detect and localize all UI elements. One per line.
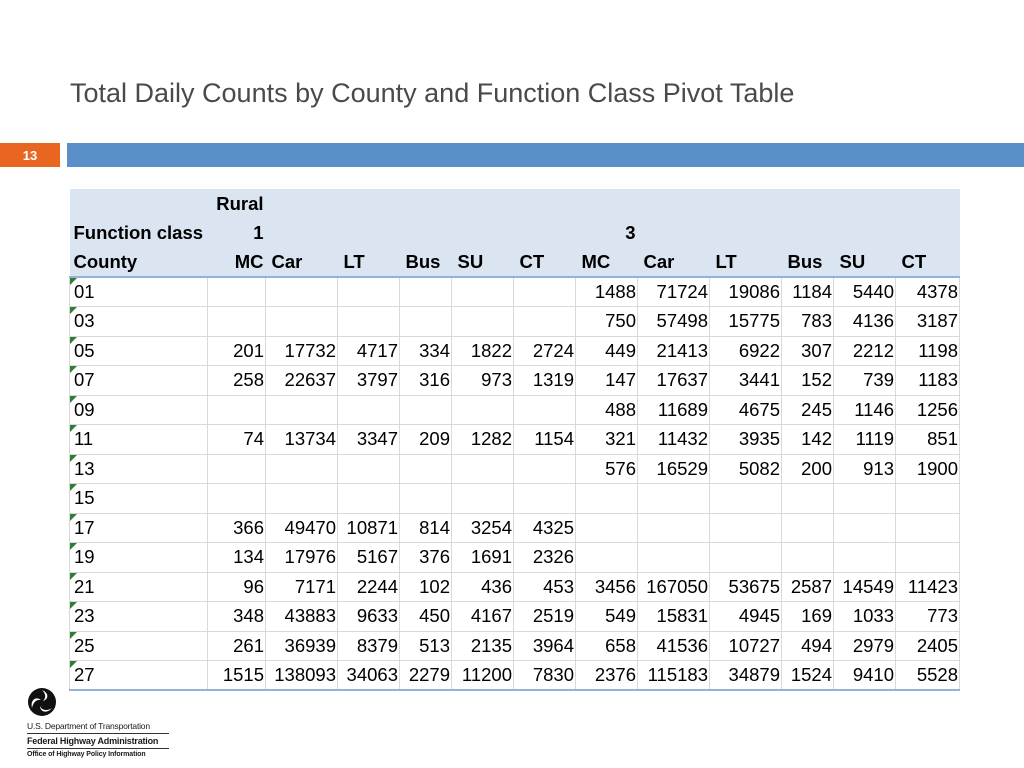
pivot-table	[69, 189, 960, 691]
count-cell: 739	[834, 366, 896, 396]
count-cell	[452, 454, 514, 484]
count-cell: 3935	[710, 425, 782, 455]
count-cell: 5528	[896, 661, 960, 691]
count-cell: 14549	[834, 572, 896, 602]
count-cell: 3456	[576, 572, 638, 602]
count-cell: 1282	[452, 425, 514, 455]
count-cell	[338, 307, 400, 337]
count-cell: 169	[782, 602, 834, 632]
count-cell	[452, 395, 514, 425]
count-cell: 4167	[452, 602, 514, 632]
count-cell: 15775	[710, 307, 782, 337]
count-cell: 2405	[896, 631, 960, 661]
function-class-1: 1	[208, 218, 266, 248]
count-cell: 11200	[452, 661, 514, 691]
table-row	[70, 484, 960, 514]
count-cell: 321	[576, 425, 638, 455]
count-cell	[576, 513, 638, 543]
county-cell: 01	[70, 277, 208, 307]
logo-line-fhwa: Federal Highway Administration	[27, 736, 159, 746]
usdot-logo	[27, 687, 177, 758]
count-cell: 1515	[208, 661, 266, 691]
count-cell: 13734	[266, 425, 338, 455]
count-cell	[782, 484, 834, 514]
county-cell: 25	[70, 631, 208, 661]
count-cell: 576	[576, 454, 638, 484]
count-cell: 34879	[710, 661, 782, 691]
count-cell: 4675	[710, 395, 782, 425]
count-cell	[208, 484, 266, 514]
table-row	[70, 425, 960, 455]
count-cell	[782, 543, 834, 573]
county-axis-label: County	[70, 248, 208, 278]
count-cell: 494	[782, 631, 834, 661]
count-cell: 773	[896, 602, 960, 632]
count-cell	[266, 454, 338, 484]
count-cell: 2212	[834, 336, 896, 366]
table-row	[70, 336, 960, 366]
count-cell: 167050	[638, 572, 710, 602]
count-cell: 2326	[514, 543, 576, 573]
count-cell	[400, 454, 452, 484]
count-cell	[710, 513, 782, 543]
logo-divider	[27, 748, 169, 749]
count-cell: 10727	[710, 631, 782, 661]
table-row	[70, 513, 960, 543]
count-cell: 34063	[338, 661, 400, 691]
count-cell: 1184	[782, 277, 834, 307]
count-cell	[452, 277, 514, 307]
count-cell	[834, 513, 896, 543]
count-cell: 436	[452, 572, 514, 602]
count-cell: 2135	[452, 631, 514, 661]
table-row	[70, 631, 960, 661]
count-cell: 2979	[834, 631, 896, 661]
count-cell: 783	[782, 307, 834, 337]
count-cell: 750	[576, 307, 638, 337]
count-cell: 71724	[638, 277, 710, 307]
count-cell: 973	[452, 366, 514, 396]
table-row	[70, 661, 960, 691]
count-cell: 449	[576, 336, 638, 366]
header-row-columns	[70, 248, 960, 278]
count-cell	[514, 484, 576, 514]
column-header: Bus	[782, 248, 834, 278]
count-cell	[266, 277, 338, 307]
count-cell: 3964	[514, 631, 576, 661]
count-cell	[576, 484, 638, 514]
count-cell: 53675	[710, 572, 782, 602]
count-cell: 1900	[896, 454, 960, 484]
count-cell	[452, 307, 514, 337]
column-header: SU	[834, 248, 896, 278]
count-cell: 4136	[834, 307, 896, 337]
count-cell: 4325	[514, 513, 576, 543]
count-cell: 3441	[710, 366, 782, 396]
column-header: SU	[452, 248, 514, 278]
county-cell: 09	[70, 395, 208, 425]
column-header: MC	[576, 248, 638, 278]
count-cell: 3347	[338, 425, 400, 455]
count-cell	[266, 395, 338, 425]
count-cell: 57498	[638, 307, 710, 337]
count-cell: 10871	[338, 513, 400, 543]
count-cell: 348	[208, 602, 266, 632]
column-header: Car	[638, 248, 710, 278]
column-header: CT	[896, 248, 960, 278]
county-cell: 23	[70, 602, 208, 632]
header-row-group	[70, 189, 960, 218]
count-cell: 16529	[638, 454, 710, 484]
header-row-function-class	[70, 218, 960, 248]
function-class-3: 3	[576, 218, 638, 248]
count-cell: 11689	[638, 395, 710, 425]
count-cell: 307	[782, 336, 834, 366]
count-cell: 74	[208, 425, 266, 455]
column-header: MC	[208, 248, 266, 278]
count-cell: 450	[400, 602, 452, 632]
count-cell	[710, 484, 782, 514]
count-cell	[638, 543, 710, 573]
count-cell: 1146	[834, 395, 896, 425]
count-cell	[834, 484, 896, 514]
count-cell	[208, 307, 266, 337]
count-cell: 43883	[266, 602, 338, 632]
count-cell: 488	[576, 395, 638, 425]
count-cell: 9633	[338, 602, 400, 632]
count-cell: 5167	[338, 543, 400, 573]
count-cell: 8379	[338, 631, 400, 661]
count-cell: 334	[400, 336, 452, 366]
count-cell: 2724	[514, 336, 576, 366]
count-cell	[266, 484, 338, 514]
count-cell	[896, 543, 960, 573]
table-row	[70, 366, 960, 396]
logo-line-ohpi: Office of Highway Policy Information	[27, 751, 146, 758]
count-cell	[400, 277, 452, 307]
count-cell: 1033	[834, 602, 896, 632]
count-cell: 41536	[638, 631, 710, 661]
count-cell	[576, 543, 638, 573]
count-cell: 15831	[638, 602, 710, 632]
count-cell: 1198	[896, 336, 960, 366]
count-cell: 19086	[710, 277, 782, 307]
column-header: CT	[514, 248, 576, 278]
count-cell: 17976	[266, 543, 338, 573]
count-cell: 134	[208, 543, 266, 573]
count-cell: 851	[896, 425, 960, 455]
count-cell: 9410	[834, 661, 896, 691]
county-cell: 03	[70, 307, 208, 337]
county-cell: 05	[70, 336, 208, 366]
county-cell: 15	[70, 484, 208, 514]
count-cell: 513	[400, 631, 452, 661]
count-cell: 17732	[266, 336, 338, 366]
count-cell: 913	[834, 454, 896, 484]
column-header: LT	[710, 248, 782, 278]
count-cell	[834, 543, 896, 573]
county-cell: 11	[70, 425, 208, 455]
count-cell: 142	[782, 425, 834, 455]
table-row	[70, 572, 960, 602]
count-cell: 1119	[834, 425, 896, 455]
count-cell	[338, 395, 400, 425]
count-cell: 1524	[782, 661, 834, 691]
slide-title: Total Daily Counts by County and Function Class Pivot Table	[70, 78, 795, 108]
count-cell: 316	[400, 366, 452, 396]
count-cell: 5082	[710, 454, 782, 484]
count-cell: 1488	[576, 277, 638, 307]
count-cell	[400, 484, 452, 514]
count-cell: 4378	[896, 277, 960, 307]
count-cell: 96	[208, 572, 266, 602]
county-cell: 21	[70, 572, 208, 602]
pivot-body	[70, 277, 960, 690]
count-cell: 147	[576, 366, 638, 396]
table-row	[70, 277, 960, 307]
count-cell: 1822	[452, 336, 514, 366]
count-cell: 17637	[638, 366, 710, 396]
table-row	[70, 395, 960, 425]
count-cell: 21413	[638, 336, 710, 366]
slide-number: 13	[0, 143, 60, 167]
count-cell: 6922	[710, 336, 782, 366]
count-cell: 49470	[266, 513, 338, 543]
count-cell: 366	[208, 513, 266, 543]
count-cell: 261	[208, 631, 266, 661]
count-cell: 5440	[834, 277, 896, 307]
count-cell: 3187	[896, 307, 960, 337]
count-cell	[514, 277, 576, 307]
count-cell: 2279	[400, 661, 452, 691]
county-cell: 17	[70, 513, 208, 543]
county-cell: 19	[70, 543, 208, 573]
count-cell: 7171	[266, 572, 338, 602]
count-cell: 2376	[576, 661, 638, 691]
count-cell: 138093	[266, 661, 338, 691]
count-cell	[400, 307, 452, 337]
county-cell: 07	[70, 366, 208, 396]
count-cell	[514, 307, 576, 337]
count-cell	[514, 454, 576, 484]
table-row	[70, 602, 960, 632]
logo-line-dot: U.S. Department of Transportation	[27, 721, 150, 731]
function-class-label: Function class	[70, 218, 208, 248]
column-header: Bus	[400, 248, 452, 278]
count-cell: 245	[782, 395, 834, 425]
count-cell: 376	[400, 543, 452, 573]
count-cell	[338, 484, 400, 514]
count-cell	[638, 513, 710, 543]
count-cell	[266, 307, 338, 337]
count-cell: 102	[400, 572, 452, 602]
column-header: Car	[266, 248, 338, 278]
header-bar	[67, 143, 1024, 167]
count-cell	[782, 513, 834, 543]
count-cell	[896, 484, 960, 514]
count-cell	[896, 513, 960, 543]
count-cell	[400, 395, 452, 425]
count-cell	[514, 395, 576, 425]
count-cell: 2587	[782, 572, 834, 602]
county-cell: 27	[70, 661, 208, 691]
count-cell: 209	[400, 425, 452, 455]
table-row	[70, 307, 960, 337]
count-cell: 7830	[514, 661, 576, 691]
count-cell: 1256	[896, 395, 960, 425]
count-cell: 2244	[338, 572, 400, 602]
count-cell: 1154	[514, 425, 576, 455]
count-cell: 201	[208, 336, 266, 366]
count-cell: 152	[782, 366, 834, 396]
count-cell: 11432	[638, 425, 710, 455]
count-cell	[338, 454, 400, 484]
count-cell: 1319	[514, 366, 576, 396]
count-cell: 200	[782, 454, 834, 484]
count-cell: 3797	[338, 366, 400, 396]
count-cell	[338, 277, 400, 307]
table-row	[70, 454, 960, 484]
count-cell: 4717	[338, 336, 400, 366]
count-cell	[452, 484, 514, 514]
count-cell: 2519	[514, 602, 576, 632]
count-cell: 22637	[266, 366, 338, 396]
group-label-rural: Rural	[208, 189, 266, 218]
count-cell: 1691	[452, 543, 514, 573]
count-cell: 36939	[266, 631, 338, 661]
count-cell	[208, 395, 266, 425]
count-cell	[208, 454, 266, 484]
count-cell	[208, 277, 266, 307]
count-cell: 4945	[710, 602, 782, 632]
count-cell: 3254	[452, 513, 514, 543]
count-cell: 658	[576, 631, 638, 661]
count-cell: 11423	[896, 572, 960, 602]
count-cell: 258	[208, 366, 266, 396]
usdot-triskelion-icon	[27, 687, 57, 717]
count-cell: 453	[514, 572, 576, 602]
count-cell	[638, 484, 710, 514]
count-cell	[710, 543, 782, 573]
table-row	[70, 543, 960, 573]
logo-divider	[27, 733, 169, 734]
count-cell: 115183	[638, 661, 710, 691]
count-cell: 814	[400, 513, 452, 543]
count-cell: 549	[576, 602, 638, 632]
column-header: LT	[338, 248, 400, 278]
county-cell: 13	[70, 454, 208, 484]
count-cell: 1183	[896, 366, 960, 396]
